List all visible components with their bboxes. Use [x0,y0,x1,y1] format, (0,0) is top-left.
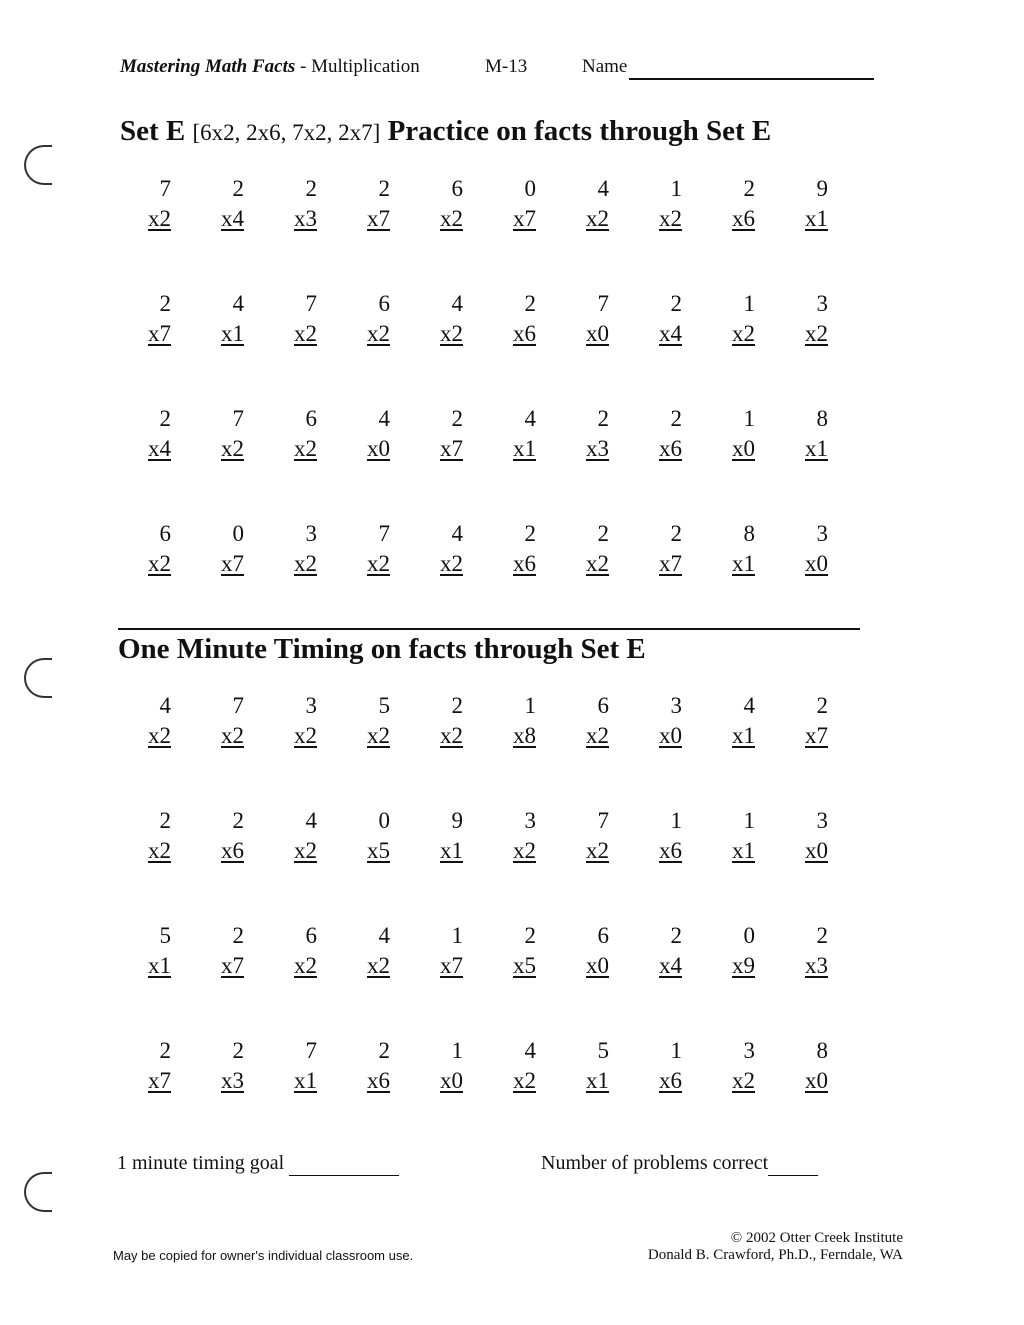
multiplier: x1 [513,436,536,461]
multiplication-problem [497,1038,570,1102]
practice-heading [120,115,771,148]
multiplicand: 2 [378,176,390,201]
multiplier: x2 [586,838,609,863]
multiplication-problem [424,808,497,872]
multiplier: x4 [221,206,244,231]
multiplicand: 3 [305,693,317,718]
multiplicand: 2 [232,1038,244,1063]
multiplication-problem [570,1038,643,1102]
multiplication-problem [205,521,278,585]
multiplicand: 2 [159,808,171,833]
multiplier: x0 [805,551,828,576]
multiplication-problem [351,693,424,757]
multiplicand: 3 [816,291,828,316]
multiplier: x2 [221,723,244,748]
multiplier: x2 [586,551,609,576]
multiplicand: 8 [743,521,755,546]
series-title: Mastering Math Facts [120,56,296,77]
multiplication-problem [351,291,424,355]
multiplicand: 5 [378,693,390,718]
multiplier: x2 [513,838,536,863]
multiplier: x4 [659,321,682,346]
multiplier: x8 [513,723,536,748]
multiplicand: 7 [597,291,609,316]
multiplication-problem [424,693,497,757]
problem-row [132,291,862,355]
multiplication-problem [351,923,424,987]
multiplicand: 5 [597,1038,609,1063]
multiplier: x6 [367,1068,390,1093]
multiplicand: 2 [743,176,755,201]
multiplicand: 2 [524,521,536,546]
copyright: © 2002 Otter Creek Institute [730,1230,903,1246]
multiplication-problem [497,808,570,872]
multiplication-problem [424,923,497,987]
multiplicand: 4 [451,291,463,316]
multiplication-problem [789,291,862,355]
multiplicand: 2 [524,923,536,948]
multiplication-problem [716,291,789,355]
multiplier: x6 [659,436,682,461]
multiplicand: 0 [232,521,244,546]
multiplicand: 4 [305,808,317,833]
multiplier: x2 [294,838,317,863]
multiplication-problem [205,291,278,355]
multiplicand: 2 [597,406,609,431]
multiplier: x2 [586,206,609,231]
multiplier: x1 [221,321,244,346]
multiplication-problem [132,406,205,470]
multiplication-problem [497,521,570,585]
multiplier: x7 [659,551,682,576]
multiplicand: 4 [524,1038,536,1063]
multiplicand: 2 [378,1038,390,1063]
multiplier: x0 [732,436,755,461]
multiplier: x2 [732,1068,755,1093]
multiplication-problem [132,521,205,585]
multiplicand: 6 [378,291,390,316]
multiplier: x1 [294,1068,317,1093]
multiplicand: 2 [816,923,828,948]
multiplicand: 4 [743,693,755,718]
multiplication-problem [351,521,424,585]
multiplicand: 9 [816,176,828,201]
multiplier: x1 [732,551,755,576]
problem-row [132,923,862,987]
timing-goal [117,1152,399,1176]
multiplicand: 4 [524,406,536,431]
multiplicand: 7 [159,176,171,201]
multiplication-problem [570,406,643,470]
multiplication-problem [205,808,278,872]
multiplication-problem [351,406,424,470]
multiplication-problem [132,176,205,240]
multiplier: x0 [586,321,609,346]
multiplicand: 7 [378,521,390,546]
multiplicand: 7 [305,1038,317,1063]
multiplicand: 2 [159,291,171,316]
multiplicand: 4 [159,693,171,718]
multiplier: x7 [221,953,244,978]
multiplicand: 2 [159,406,171,431]
multiplier: x6 [513,551,536,576]
multiplier: x7 [148,1068,171,1093]
multiplicand: 3 [743,1038,755,1063]
multiplication-problem [570,176,643,240]
multiplication-problem [424,521,497,585]
multiplication-problem [570,808,643,872]
multiplication-problem [789,176,862,240]
multiplication-problem [789,406,862,470]
worksheet-title [120,56,420,78]
multiplication-problem [643,808,716,872]
multiplicand: 6 [597,923,609,948]
multiplicand: 2 [670,291,682,316]
multiplier: x2 [294,321,317,346]
multiplication-problem [789,693,862,757]
multiplicand: 2 [816,693,828,718]
multiplication-problem [205,406,278,470]
multiplication-problem [716,521,789,585]
multiplier: x7 [513,206,536,231]
multiplier: x2 [732,321,755,346]
multiplier: x9 [732,953,755,978]
problem-row [132,406,862,470]
multiplier: x6 [221,838,244,863]
multiplicand: 1 [670,1038,682,1063]
worksheet-code: M-13 [485,56,528,77]
multiplicand: 2 [305,176,317,201]
multiplication-problem [497,291,570,355]
multiplication-problem [205,693,278,757]
timing-heading: One Minute Timing on facts through Set E [118,633,646,665]
multiplication-problem [278,693,351,757]
multiplier: x3 [805,953,828,978]
binder-hole-top [24,145,52,185]
multiplicand: 1 [743,291,755,316]
multiplication-problem [132,693,205,757]
multiplier: x6 [513,321,536,346]
multiplication-problem [351,808,424,872]
binder-hole-bottom [24,1172,52,1212]
multiplier: x6 [659,838,682,863]
multiplicand: 6 [597,693,609,718]
multiplicand: 3 [670,693,682,718]
multiplicand: 3 [816,521,828,546]
multiplier: x2 [148,551,171,576]
multiplication-problem [497,693,570,757]
multiplicand: 6 [451,176,463,201]
multiplicand: 1 [743,808,755,833]
multiplier: x2 [367,723,390,748]
multiplier: x0 [805,838,828,863]
multiplicand: 6 [305,923,317,948]
problem-row [132,176,862,240]
multiplication-problem [789,923,862,987]
subject-label: - Multiplication [295,56,420,77]
timing-goal-blank[interactable] [289,1152,399,1176]
multiplier: x2 [367,551,390,576]
multiplicand: 0 [743,923,755,948]
multiplier: x2 [148,206,171,231]
multiplication-problem [643,521,716,585]
multiplication-problem [570,521,643,585]
multiplication-problem [205,176,278,240]
multiplicand: 2 [670,923,682,948]
multiplication-problem [716,406,789,470]
multiplicand: 7 [597,808,609,833]
multiplicand: 2 [159,1038,171,1063]
multiplication-problem [570,291,643,355]
multiplication-problem [205,1038,278,1102]
multiplicand: 1 [451,1038,463,1063]
multiplication-problem [570,693,643,757]
multiplication-problem [278,406,351,470]
multiplicand: 9 [451,808,463,833]
problem-row [132,521,862,585]
multiplicand: 1 [451,923,463,948]
multiplicand: 4 [451,521,463,546]
multiplication-problem [789,808,862,872]
multiplication-problem [278,291,351,355]
multiplicand: 1 [743,406,755,431]
multiplier: x7 [148,321,171,346]
multiplication-problem [132,923,205,987]
multiplier: x2 [659,206,682,231]
multiplication-problem [643,406,716,470]
multiplier: x7 [805,723,828,748]
multiplier: x2 [367,953,390,978]
problem-row [132,1038,862,1102]
multiplier: x2 [440,206,463,231]
multiplication-problem [132,291,205,355]
multiplier: x2 [294,723,317,748]
multiplicand: 2 [670,406,682,431]
multiplication-problem [716,1038,789,1102]
multiplicand: 2 [451,406,463,431]
copy-note: May be copied for owner's individual classroom use. [113,1248,414,1263]
multiplier: x2 [586,723,609,748]
multiplier: x4 [659,953,682,978]
multiplicand: 6 [159,521,171,546]
problems-correct-label: Number of problems correct [541,1152,769,1174]
multiplier: x2 [294,436,317,461]
multiplier: x0 [586,953,609,978]
multiplier: x0 [659,723,682,748]
name-label: Name [582,56,628,77]
multiplier: x2 [805,321,828,346]
multiplier: x2 [513,1068,536,1093]
multiplier: x1 [805,436,828,461]
multiplier: x3 [586,436,609,461]
multiplication-problem [205,923,278,987]
multiplier: x2 [294,551,317,576]
multiplicand: 2 [670,521,682,546]
multiplier: x2 [294,953,317,978]
multiplicand: 4 [597,176,609,201]
multiplication-problem [351,176,424,240]
multiplier: x5 [513,953,536,978]
multiplication-problem [424,1038,497,1102]
multiplicand: 2 [597,521,609,546]
multiplicand: 2 [451,693,463,718]
timing-goal-label: 1 minute timing goal [117,1152,285,1174]
multiplication-problem [643,291,716,355]
multiplication-problem [643,693,716,757]
multiplier: x2 [148,838,171,863]
multiplier: x0 [440,1068,463,1093]
multiplier: x2 [440,723,463,748]
multiplication-problem [278,1038,351,1102]
multiplication-problem [278,923,351,987]
multiplier: x1 [732,838,755,863]
multiplicand: 0 [378,808,390,833]
multiplication-problem [716,693,789,757]
multiplicand: 4 [232,291,244,316]
multiplicand: 1 [524,693,536,718]
multiplication-problem [643,1038,716,1102]
multiplication-problem [278,521,351,585]
multiplication-problem [497,923,570,987]
multiplier: x7 [221,551,244,576]
multiplicand: 4 [378,923,390,948]
multiplier: x7 [440,436,463,461]
multiplicand: 1 [670,808,682,833]
multiplicand: 8 [816,406,828,431]
multiplication-problem [497,406,570,470]
multiplier: x6 [659,1068,682,1093]
multiplicand: 2 [232,808,244,833]
multiplicand: 3 [816,808,828,833]
multiplicand: 7 [305,291,317,316]
multiplier: x1 [440,838,463,863]
multiplier: x1 [732,723,755,748]
multiplicand: 0 [524,176,536,201]
multiplier: x2 [221,436,244,461]
multiplier: x6 [732,206,755,231]
multiplication-problem [424,406,497,470]
multiplier: x5 [367,838,390,863]
multiplier: x2 [367,321,390,346]
multiplicand: 7 [232,406,244,431]
practice-title: Practice on facts through Set E [387,115,772,147]
multiplicand: 6 [305,406,317,431]
multiplier: x7 [440,953,463,978]
multiplication-problem [278,176,351,240]
problem-row [132,693,862,757]
problems-correct [541,1152,818,1176]
multiplicand: 3 [305,521,317,546]
multiplier: x1 [805,206,828,231]
problems-correct-blank[interactable] [768,1152,818,1176]
problem-row [132,808,862,872]
multiplication-problem [716,176,789,240]
multiplication-problem [716,923,789,987]
multiplicand: 8 [816,1038,828,1063]
multiplication-problem [132,1038,205,1102]
multiplier: x2 [440,321,463,346]
multiplication-problem [570,923,643,987]
multiplication-problem [789,1038,862,1102]
name-field[interactable] [582,56,874,80]
multiplication-problem [643,176,716,240]
binder-hole-middle [24,658,52,698]
multiplication-problem [789,521,862,585]
multiplier: x3 [221,1068,244,1093]
set-facts: [6x2, 2x6, 7x2, 2x7] [192,120,381,145]
multiplication-problem [351,1038,424,1102]
multiplier: x1 [148,953,171,978]
multiplication-problem [424,291,497,355]
multiplicand: 2 [232,176,244,201]
multiplier: x1 [586,1068,609,1093]
multiplier: x2 [440,551,463,576]
multiplication-problem [424,176,497,240]
multiplicand: 7 [232,693,244,718]
multiplier: x7 [367,206,390,231]
multiplicand: 4 [378,406,390,431]
multiplier: x0 [367,436,390,461]
author: Donald B. Crawford, Ph.D., Ferndale, WA [647,1247,903,1263]
multiplication-problem [716,808,789,872]
multiplication-problem [278,808,351,872]
set-label: Set E [120,115,186,147]
multiplicand: 5 [159,923,171,948]
multiplier: x2 [148,723,171,748]
multiplicand: 1 [670,176,682,201]
multiplicand: 3 [524,808,536,833]
multiplier: x3 [294,206,317,231]
multiplication-problem [497,176,570,240]
multiplicand: 2 [524,291,536,316]
multiplication-problem [643,923,716,987]
multiplier: x4 [148,436,171,461]
section-divider [118,628,860,630]
multiplier: x0 [805,1068,828,1093]
multiplication-problem [132,808,205,872]
multiplicand: 2 [232,923,244,948]
name-blank[interactable] [629,56,874,80]
